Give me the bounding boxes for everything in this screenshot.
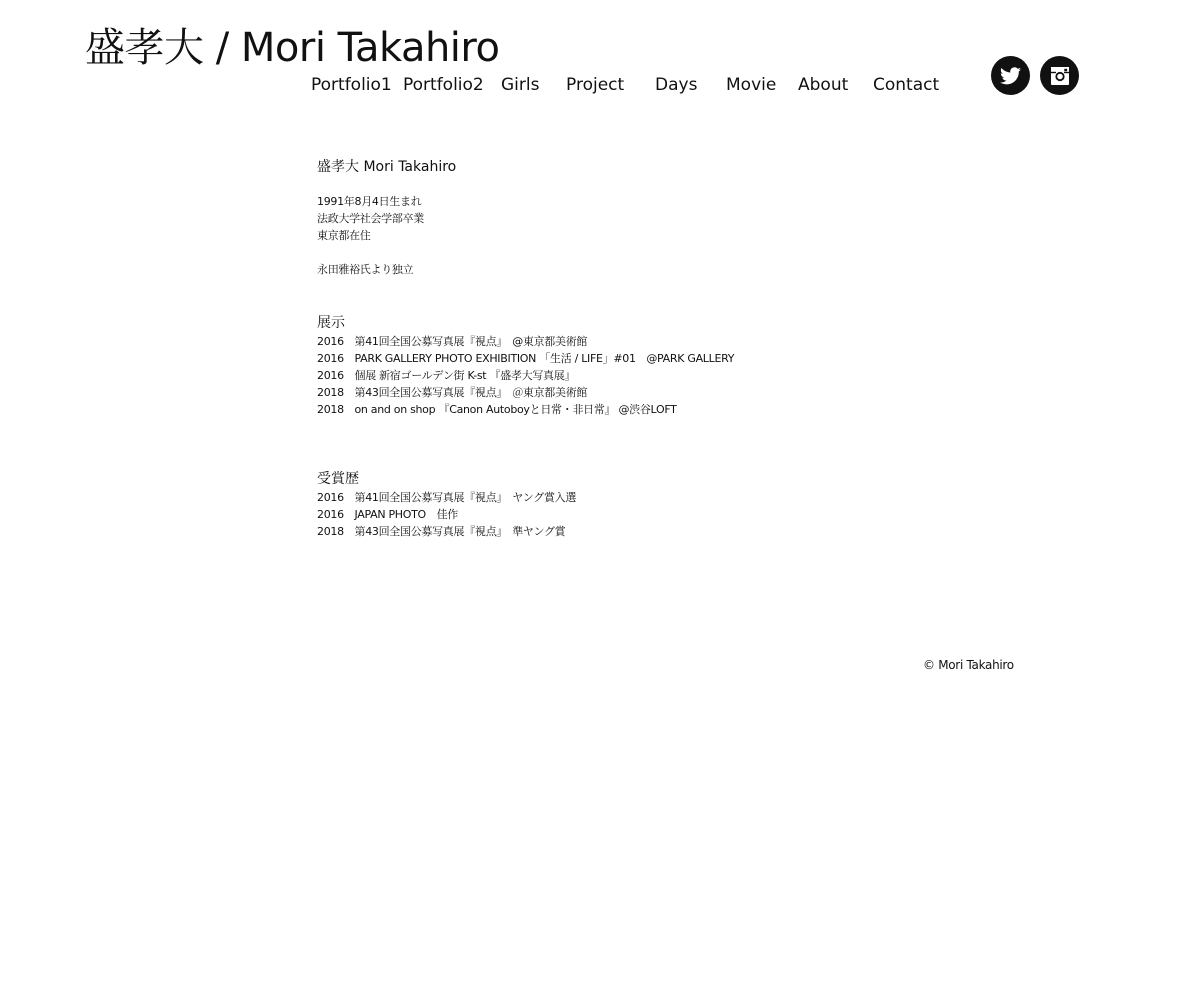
nav-item-about[interactable]: About [798,75,849,95]
award-item: 2018 第43回全国公募写真展『視点』 準ヤング賞 [317,525,566,538]
nav-item-girls[interactable]: Girls [501,75,540,95]
awards-heading: 受賞歴 [317,471,359,487]
profile-name: 盛孝大 Mori Takahiro [317,159,457,175]
nav-item-portfolio1[interactable]: Portfolio1 [311,75,392,95]
nav-item-portfolio2[interactable]: Portfolio2 [403,75,484,95]
profile-education: 法政大学社会学部卒業 [317,212,424,225]
instagram-icon [1050,66,1070,86]
exhibition-item: 2016 個展 新宿ゴールデン街 K-st 『盛孝大写真展』 [317,369,576,382]
instagram-link[interactable] [1040,56,1079,95]
site-title[interactable]: 盛孝大 / Mori Takahiro [85,25,500,71]
profile-birthdate: 1991年8月4日生まれ [317,195,422,208]
copyright: © Mori Takahiro [923,658,1014,672]
nav-item-movie[interactable]: Movie [726,75,777,95]
nav-item-project[interactable]: Project [566,75,625,95]
exhibition-item: 2018 第43回全国公募写真展『視点』 ＠東京都美術館 [317,386,588,399]
exhibition-item: 2016 第41回全国公募写真展『視点』 @東京都美術館 [317,335,588,348]
nav-item-contact[interactable]: Contact [873,75,940,95]
exhibition-item: 2016 PARK GALLERY PHOTO EXHIBITION 「生活 / LIFE」#01 @PARK GALLERY [317,352,735,365]
about-content [317,157,937,540]
profile-residence: 東京都在住 [317,229,371,242]
award-item: 2016 第41回全国公募写真展『視点』 ヤング賞入選 [317,491,577,504]
exhibitions-heading: 展示 [317,315,345,331]
profile-independence: 永田雅裕氏より独立 [317,263,414,276]
exhibition-item: 2018 on and on shop 『Canon Autoboyと日常・非日常』 @渋谷LOFT [317,403,677,416]
nav-item-days[interactable]: Days [655,75,698,95]
award-item: 2016 JAPAN PHOTO 佳作 [317,508,458,521]
twitter-icon [1000,67,1021,85]
twitter-link[interactable] [991,56,1030,95]
